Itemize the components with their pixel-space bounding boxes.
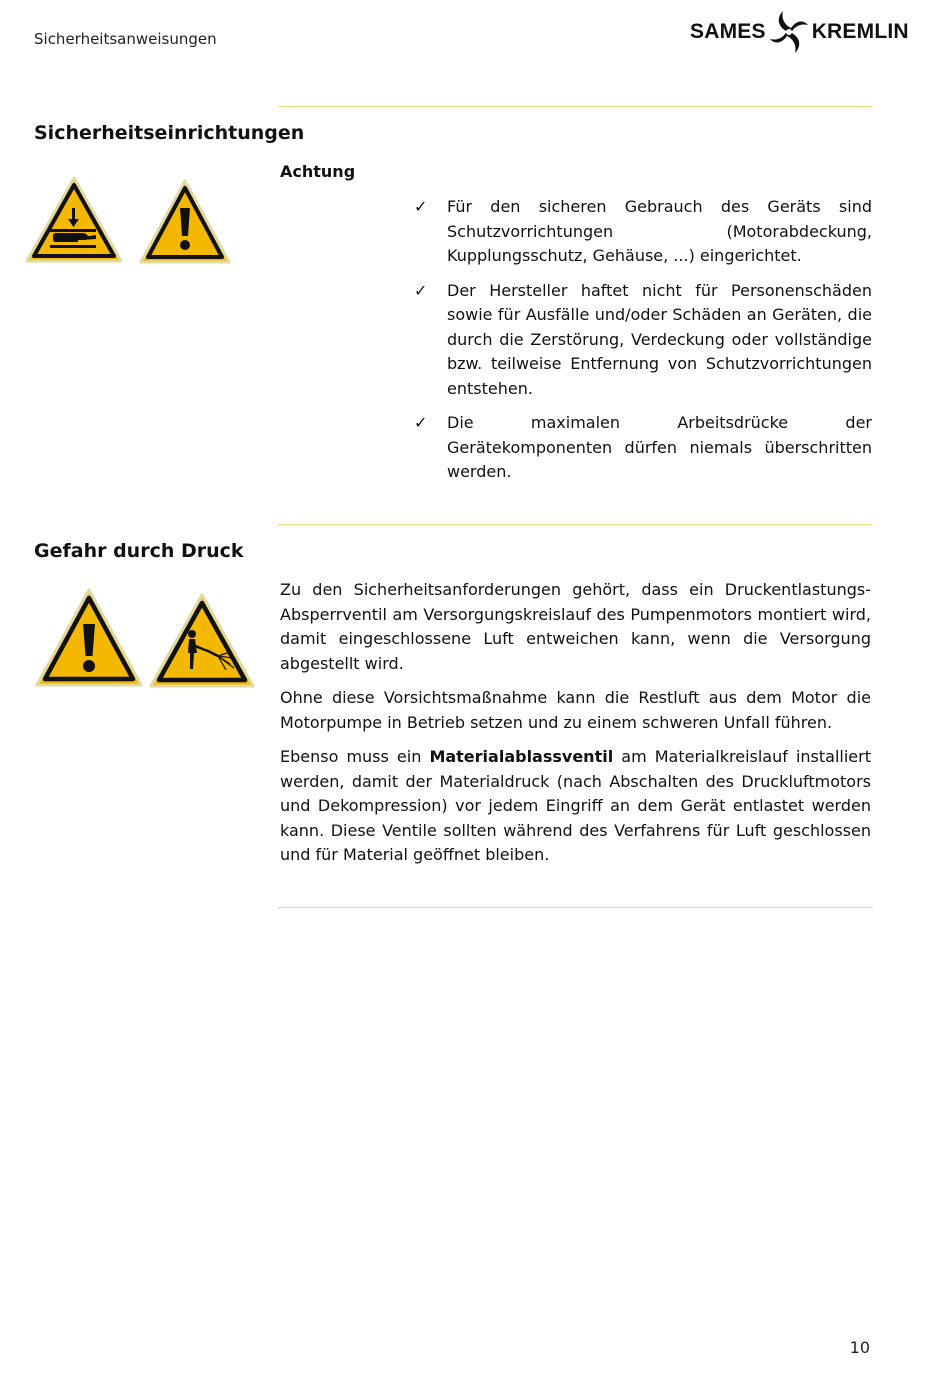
paragraph: Zu den Sicherheitsanforderungen gehört, dass ein Druckentlastungs-Absperrventil am Versorgungskreislauf des Pumpenmotors montiert wird, damit eingeschlossene Luft entweichen kann, wenn die Versorgung abgestellt wird. xyxy=(280,580,871,673)
section-title-pressure-hazard: Gefahr durch Druck xyxy=(34,540,244,562)
bold-term-valve: Materialablassventil xyxy=(429,747,614,766)
check-icon: ✓ xyxy=(414,413,428,432)
logo-word-kremlin: KREMLIN xyxy=(811,20,909,43)
exclamation-warning-icon xyxy=(138,178,232,266)
check-icon: ✓ xyxy=(414,280,428,300)
company-logo xyxy=(690,8,912,56)
header-title: Sicherheitsanweisungen xyxy=(34,30,217,48)
subheading-attention: Achtung xyxy=(280,162,356,181)
section-title-safety-devices: Sicherheitseinrichtungen xyxy=(34,122,305,144)
paragraph-text: am Materialkreislauf installiert werden, damit der Materialdruck (nach Abschalten des Druckluftmotors und Dekompression) vor jedem Eingriff an dem Gerät entlastet werden kann. Diese Ventile sollten während des Verfahrens für Luft geschlossen und für Material geöffnet bleiben. xyxy=(280,747,871,864)
hand-crush-warning-icon xyxy=(24,175,124,265)
section-divider xyxy=(278,907,873,908)
paragraph xyxy=(280,745,871,868)
list-item-text: Die maximalen Arbeitsdrücke der Gerätekomponenten dürfen niemals überschritten werden. xyxy=(447,413,872,481)
logo-word-sames: SAMES xyxy=(690,20,766,43)
pressure-hazard-body xyxy=(280,578,871,878)
paragraph: Ohne diese Vorsichtsmaßnahme kann die Restluft aus dem Motor die Motorpumpe in Betrieb setzen und zu einem schweren Unfall führen. xyxy=(280,688,871,732)
logo-swirl-icon xyxy=(769,9,809,55)
pressure-jet-warning-icon xyxy=(148,592,256,690)
paragraph-text: Ebenso muss ein xyxy=(280,747,430,766)
exclamation-warning-icon xyxy=(34,587,144,689)
list-item xyxy=(412,411,872,485)
list-item xyxy=(412,279,872,402)
check-icon: ✓ xyxy=(414,197,428,216)
safety-checklist xyxy=(412,195,872,495)
page-number: 10 xyxy=(849,1338,870,1357)
list-item-text: Für den sicheren Gebrauch des Geräts sind Schutzvorrichtungen (Motorabdeckung, Kupplungsschutz, Gehäuse, ...) eingerichtet. xyxy=(447,197,872,265)
list-item xyxy=(412,195,872,269)
list-item-text: Der Hersteller haftet nicht für Personenschäden sowie für Ausfälle und/oder Schäden an Geräten, die durch die Zerstörung, Verdeckung oder vollständige bzw. teilweise Entfernung von Schutzvorrichtungen entstehen. xyxy=(447,280,872,398)
section-divider xyxy=(278,524,873,525)
section-divider xyxy=(278,106,873,107)
